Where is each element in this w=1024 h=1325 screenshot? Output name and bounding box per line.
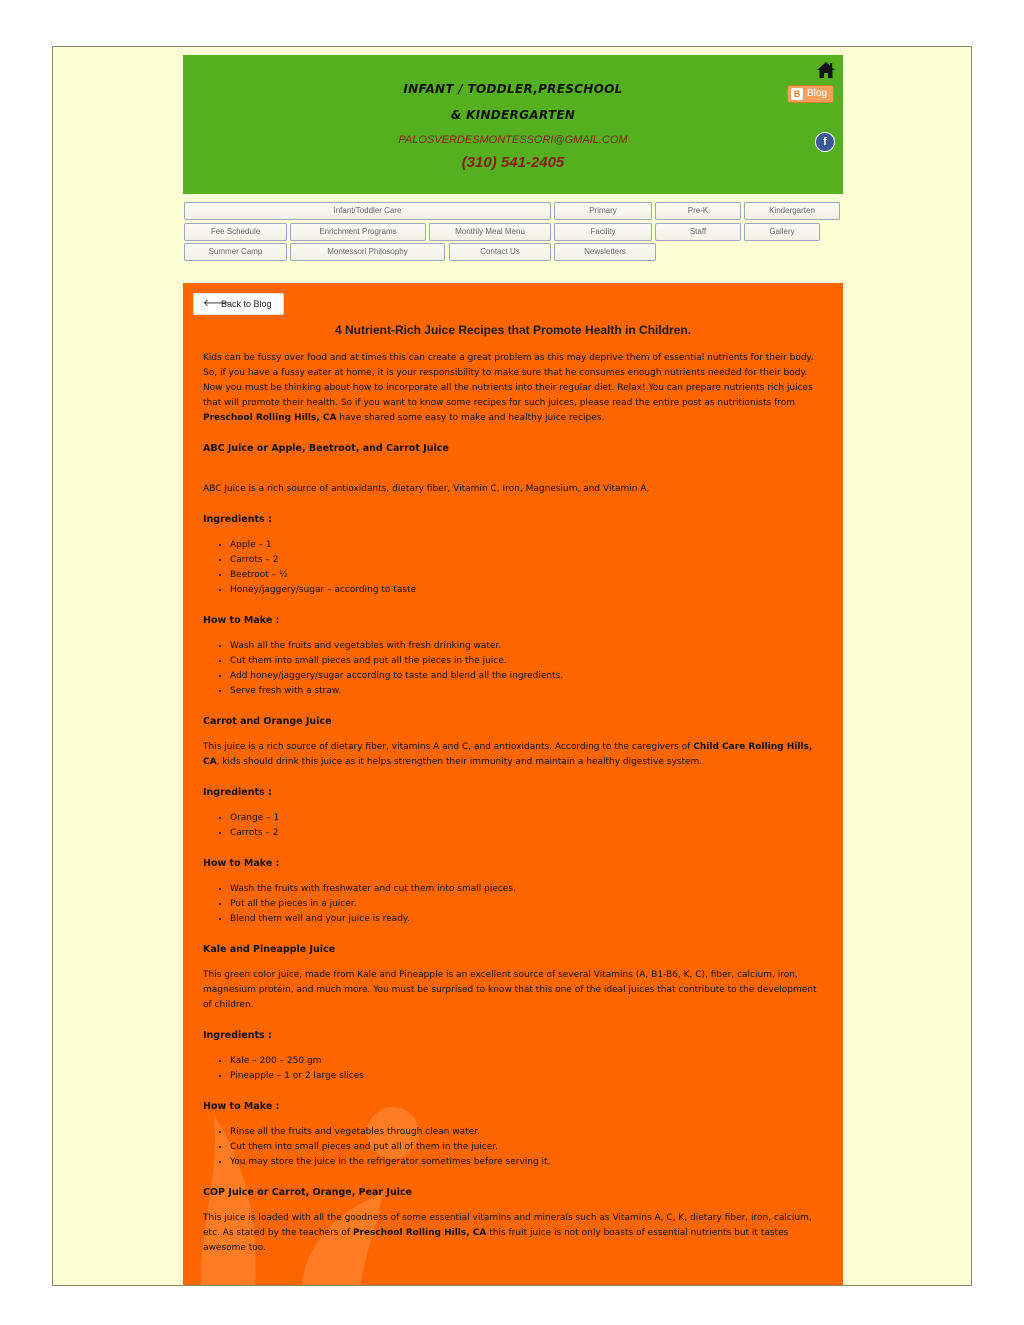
nav-primary[interactable]: Primary [554, 202, 652, 220]
nav-montessori-philosophy[interactable]: Montessori Philosophy [290, 243, 445, 261]
list-item: • Orange – 1 [230, 811, 823, 826]
section-heading-abc: ABC Juice or Apple, Beetroot, and Carrot Juice [203, 443, 449, 454]
ingredients-list-carrot-orange [203, 811, 823, 841]
facebook-icon[interactable]: f [815, 132, 835, 152]
section-heading-cop: COP Juice or Carrot, Orange, Pear Juice [203, 1187, 413, 1198]
list-item: • Carrots – 2 [230, 553, 823, 568]
list-item: • Blend them well and your juice is ready. [230, 912, 823, 927]
nav-newsletters[interactable]: Newsletters [554, 243, 656, 261]
blog-button[interactable] [787, 85, 834, 103]
list-item: • Put all the pieces in a juicer. [230, 897, 823, 912]
nav-facility[interactable]: Facility [554, 223, 652, 241]
back-to-blog-label: Back to Blog [221, 299, 272, 309]
list-item: • Pineapple – 1 or 2 large slices [230, 1069, 823, 1084]
section-heading-carrot-orange: Carrot and Orange Juice [203, 716, 332, 727]
ingredients-heading-kale-pineapple: Ingredients : [203, 1030, 272, 1041]
list-item: • Kale – 200 – 250 gm [230, 1054, 823, 1069]
nav-infant-toddler-care[interactable]: Infant/Toddler Care [184, 202, 551, 220]
section-desc-abc: ABC Juice is a rich source of antioxidants, dietary fiber, Vitamin C, Iron, Magnesium, and Vitamin A. [203, 484, 650, 494]
list-item: • Wash all the fruits and vegetables with fresh drinking water. [230, 639, 823, 654]
list-item: • Apple – 1 [230, 538, 823, 553]
arrow-left-icon: 🡐 [203, 298, 230, 309]
list-item: • Serve fresh with a straw. [230, 684, 823, 699]
nav-kindergarten[interactable]: Kindergarten [744, 202, 840, 220]
how-to-heading-abc: How to Make : [203, 615, 280, 626]
home-icon[interactable] [816, 61, 836, 79]
section-desc-cop: This juice is loaded with all the goodness of some essential vitamins and minerals such as Vitamins A, C, K, dietary fiber, iron, calcium, etc. As stated by the teachers of Preschool Rolling Hills, CA this fruit juice is not only boasts of essential nutrients but it tastes awesome too. [203, 1213, 812, 1253]
header-title-line1: INFANT / TODDLER,PRESCHOOL [403, 82, 623, 96]
site-header [183, 55, 843, 194]
nav-fee-schedule[interactable]: Fee Schedule [184, 223, 287, 241]
how-to-heading-kale-pineapple: How to Make : [203, 1101, 280, 1112]
post-title: 4 Nutrient-Rich Juice Recipes that Promote Health in Children. [334, 323, 692, 337]
post-body [203, 351, 823, 1271]
nav-staff[interactable]: Staff [655, 223, 741, 241]
preschool-link[interactable]: Preschool Rolling Hills, CA [203, 413, 337, 423]
nav-pre-k[interactable]: Pre-K [655, 202, 741, 220]
ingredients-heading-abc: Ingredients : [203, 514, 272, 525]
child-care-link[interactable]: Child Care Rolling Hills, CA [203, 742, 813, 767]
page-frame [52, 46, 972, 1286]
ingredients-list-kale-pineapple [203, 1054, 823, 1084]
steps-list-abc [203, 639, 823, 699]
list-item: • Add honey/jaggery/sugar according to taste and blend all the ingredients. [230, 669, 823, 684]
steps-list-carrot-orange [203, 882, 823, 927]
nav-gallery[interactable]: Gallery [744, 223, 820, 241]
header-title-line2: & KINDERGARTEN [450, 108, 576, 122]
list-item: • Honey/jaggery/sugar – according to taste [230, 583, 823, 598]
ingredients-list-abc [203, 538, 823, 598]
blogger-icon: B [791, 88, 803, 100]
section-heading-kale-pineapple: Kale and Pineapple Juice [203, 944, 336, 955]
back-to-blog-button[interactable] [193, 293, 284, 315]
list-item: • Cut them into small pieces and put all of them in the juicer. [230, 1140, 823, 1155]
header-email[interactable]: PALOSVERDESMONTESSORI@GMAIL.COM [398, 134, 628, 146]
list-item: • Wash the fruits with freshwater and cut them into small pieces. [230, 882, 823, 897]
list-item: • Beetroot – ½ [230, 568, 823, 583]
nav-enrichment-programs[interactable]: Enrichment Programs [290, 223, 426, 241]
nav-contact-us[interactable]: Contact Us [449, 243, 551, 261]
how-to-heading-carrot-orange: How to Make : [203, 858, 280, 869]
blog-post-container [183, 283, 843, 1286]
section-desc-carrot-orange: This juice is a rich source of dietary fiber, vitamins A and C, and antioxidants. According to the caregivers of Child Care Rolling Hills, CA, kids should drink this juice as it helps strengthen their immunity and maintain a healthy digestive system. [203, 742, 813, 767]
ingredients-heading-carrot-orange: Ingredients : [203, 787, 272, 798]
section-desc-kale-pineapple: This green color juice, made from Kale and Pineapple is an excellent source of several Vitamins (A, B1-B6, K, C), fiber, calcium, iron, magnesium protein, and much more. You must be surprised to know that this one of the ideal juices that contribute to the development of children. [203, 970, 817, 1010]
list-item: • Cut them into small pieces and put all the pieces in the juice. [230, 654, 823, 669]
header-phone[interactable]: (310) 541-2405 [461, 154, 565, 171]
steps-list-kale-pineapple [203, 1125, 823, 1170]
nav-summer-camp[interactable]: Summer Camp [184, 243, 287, 261]
nav-monthly-meal-menu[interactable]: Monthly Meal Menu [429, 223, 551, 241]
list-item: • You may store the juice in the refrigerator sometimes before serving it. [230, 1155, 823, 1170]
preschool-link-2[interactable]: Preschool Rolling Hills, CA [352, 1228, 487, 1238]
list-item: • Rinse all the fruits and vegetables through clean water. [230, 1125, 823, 1140]
post-intro: Kids can be fussy over food and at times this can create a great problem as this may deprive them of essential nutrients for their body. So, if you have a fussy eater at home, it is your responsibility to make sure that he consumes enough nutrients needed for their body. Now you must be thinking about how to incorporate all the nutrients into their regular diet. Relax! You can prepare nutrients rich juices that will promote their health. So if you want to know some recipes for such juices, please read the entire post as nutritionists from Preschool Rolling Hills, CA have shared some easy to make and healthy juice recipes. [203, 353, 814, 423]
blog-button-label: Blog [807, 88, 828, 99]
list-item: • Carrots – 2 [230, 826, 823, 841]
